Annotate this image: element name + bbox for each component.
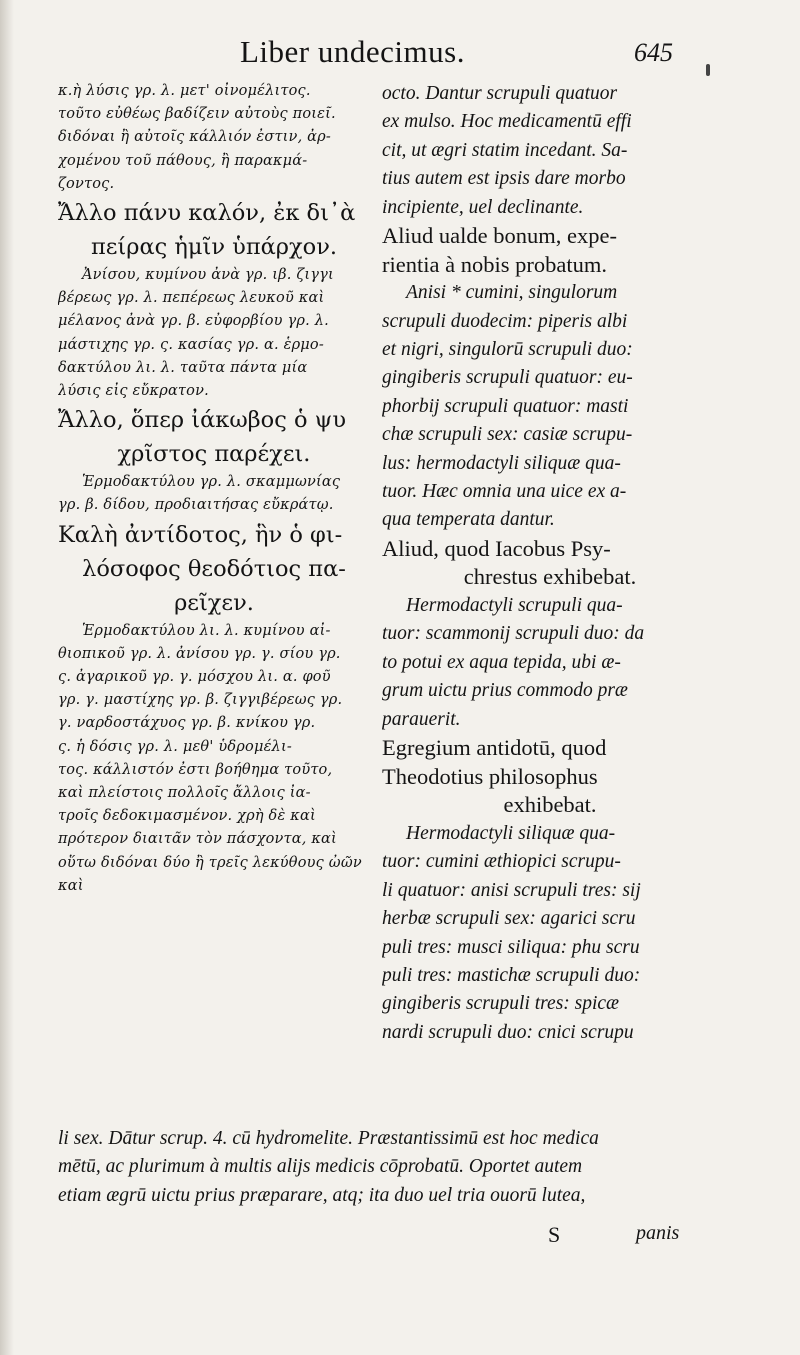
greek-text-line: πρότερον διαιτᾶν τὸν πάσχοντα, καὶ	[58, 831, 337, 848]
greek-text-line: διδόναι ἢ αὐτοῖς κάλλιόν ἐστιν, ἀρ-	[58, 129, 331, 146]
page-header	[0, 34, 800, 74]
latin-text-line: gingiberis scrupuli tres: spicæ	[382, 993, 620, 1015]
greek-text-line: γρ. β. δίδου, προδιαιτήσας εὔκράτῳ.	[58, 497, 334, 514]
latin-text-line: to potui ex aqua tepida, ubi æ-	[382, 651, 621, 673]
greek-text-line: Ἄλλο πάνυ καλόν, ἐκ δι᾽ὰ	[58, 200, 356, 227]
greek-text-line: μάστιχης γρ. ς. κασίας γρ. α. ἑρμο-	[58, 336, 324, 353]
latin-text-line: Hermodactyli siliquæ qua-	[406, 822, 616, 844]
paragraph-line: li sex. Dātur scrup. 4. cū hydromelite. Præstantissimū est hoc medica	[58, 1128, 599, 1149]
latin-text-line: phorbij scrupuli quatuor: masti	[382, 395, 629, 417]
latin-text-line: Aliud, quod Iacobus Psy-	[382, 535, 611, 561]
greek-column	[58, 80, 370, 898]
paragraph-line: etiam ægrū uictu prius præparare, atq; ita duo uel tria ouorū lutea,	[58, 1184, 586, 1206]
latin-text-line: puli tres: mastichæ scrupuli duo:	[382, 964, 641, 986]
latin-text-line: octo. Dantur scrupuli quatuor	[382, 83, 618, 104]
latin-text-line: chrestus exhibebat.	[463, 564, 637, 590]
greek-text-line: λύσις εἰς εὔκρατον.	[58, 383, 209, 400]
latin-text-line: nardi scrupuli duo: cnici scrupu	[382, 1021, 634, 1043]
latin-column	[382, 80, 718, 1047]
full-width-paragraph	[58, 1125, 708, 1210]
latin-text-line: exhibebat.	[503, 792, 597, 818]
greek-text-line: Καλὴ ἀντίδοτος, ἣν ὁ φι-	[58, 521, 343, 548]
page-number: 645	[634, 38, 673, 67]
greek-text-line: γρ. γ. μαστίχης γρ. β. ζιγγιβέρεως γρ.	[58, 692, 343, 709]
greek-text-line: μέλανος ἀνὰ γρ. β. εὐφορβίου γρ. λ.	[58, 313, 329, 330]
running-title: Liber undecimus.	[240, 34, 465, 69]
greek-text-line: τροῖς δεδοκιμασμένον. χρὴ δὲ καὶ	[58, 808, 316, 825]
latin-text-line: lus: hermodactyli siliquæ qua-	[382, 452, 621, 474]
latin-text-line: tius autem est ipsis dare morbo	[382, 168, 626, 190]
greek-text-line: καὶ πλείστοις πολλοῖς ἄλλοις ἰα-	[58, 785, 311, 802]
latin-text-line: Aliud ualde bonum, expe-	[382, 223, 617, 249]
greek-text-line: Ἑρμοδακτύλου γρ. λ. σκαμμωνίας	[82, 474, 341, 491]
latin-text-line: ex mulso. Hoc medicamentū effi	[382, 111, 632, 133]
latin-text-line: scrupuli duodecim: piperis albi	[382, 310, 628, 332]
latin-text-line: Anisi * cumini, singulorum	[406, 282, 618, 304]
latin-text-line: chæ scrupuli sex: casiæ scrupu-	[382, 424, 633, 446]
page-footer	[0, 1222, 800, 1258]
greek-text-line: δακτύλου λι. λ. ταῦτα πάντα μία	[58, 359, 308, 376]
greek-text-line: χρῖστος παρέχει.	[117, 441, 311, 468]
latin-text-line: cit, ut ægri statim incedant. Sa-	[382, 139, 628, 161]
catchword: panis	[636, 1222, 680, 1244]
greek-text-line: λόσοφος θεοδότιος πα-	[82, 555, 346, 582]
latin-text-line: li quatuor: anisi scrupuli tres: sij	[382, 879, 641, 901]
greek-text-line: ρεῖχεν.	[174, 589, 254, 616]
greek-text-line: οὕτω διδόναι δύο ἢ τρεῖς λεκύθους ὠῶν	[58, 854, 362, 871]
latin-text-line: puli tres: musci siliqua: phu scru	[382, 936, 640, 958]
latin-text-line: rientia à nobis probatum.	[382, 251, 607, 277]
latin-text-line: Theodotius philosophus	[382, 763, 598, 789]
latin-text-line: incipiente, uel declinante.	[382, 196, 584, 218]
latin-text-line: et nigri, singulorū scrupuli duo:	[382, 339, 633, 361]
greek-text-line: θιοπικοῦ γρ. λ. ἀνίσου γρ. γ. σίου γρ.	[58, 645, 341, 662]
greek-text-line: Ἀνίσου, κυμίνου ἀνὰ γρ. ιβ. ζιγγι	[82, 267, 334, 284]
latin-text-line: grum uictu prius commodo præ	[382, 680, 628, 702]
greek-text-line: ς. ἡ δόσις γρ. λ. μεθ' ὑδρομέλι-	[58, 738, 292, 755]
latin-text-line: Egregium antidotū, quod	[382, 735, 607, 761]
latin-text-line: tuor. Hæc omnia una uice ex a-	[382, 481, 627, 503]
latin-text-line: herbæ scrupuli sex: agarici scru	[382, 908, 636, 930]
greek-text-line: κ.ὴ λύσις γρ. λ. μετ' οἰνομέλιτος.	[58, 83, 311, 99]
greek-text-line: ζοντος.	[58, 175, 115, 192]
greek-text-line: τος. κάλλιστόν ἐστι βοήθημα τοῦτο,	[58, 761, 333, 778]
greek-text-line: τοῦτο εὐθέως βαδίζειν αὐτοὺς ποιεῖ.	[58, 106, 336, 123]
greek-text-line: γ. ναρδοστάχυος γρ. β. κνίκου γρ.	[58, 715, 316, 732]
greek-text-line: βέρεως γρ. λ. πεπέρεως λευκοῦ καὶ	[58, 290, 325, 307]
greek-text-line: καὶ	[58, 877, 84, 894]
greek-text-line: Ἄλλο, ὅπερ ἰάκωβος ὁ ψυ	[58, 407, 347, 434]
greek-text-line: χομένου τοῦ πάθους, ἢ παρακμά-	[58, 152, 308, 169]
latin-text-line: tuor: scammonij scrupuli duo: da	[382, 623, 645, 645]
greek-text-line: πείρας ἡμῖν ὑπάρχον.	[90, 234, 338, 261]
latin-text-line: gingiberis scrupuli quatuor: eu-	[382, 367, 633, 389]
signature-mark: S	[548, 1222, 561, 1247]
latin-text-line: tuor: cumini æthiopici scrupu-	[382, 851, 621, 873]
greek-text-line: ς. ἀγαρικοῦ γρ. γ. μόσχου λι. α. φοῦ	[58, 669, 331, 686]
page-gutter-shadow	[0, 0, 14, 1355]
latin-text-line: Hermodactyli scrupuli qua-	[406, 595, 623, 617]
greek-text-line: Ἑρμοδακτύλου λι. λ. κυμίνου αἰ-	[82, 622, 331, 639]
paragraph-line: mētū, ac plurimum à multis alijs medicis cōprobatū. Oportet autem	[58, 1156, 583, 1178]
latin-text-line: qua temperata dantur.	[382, 509, 555, 531]
latin-text-line: parauerit.	[382, 708, 461, 730]
